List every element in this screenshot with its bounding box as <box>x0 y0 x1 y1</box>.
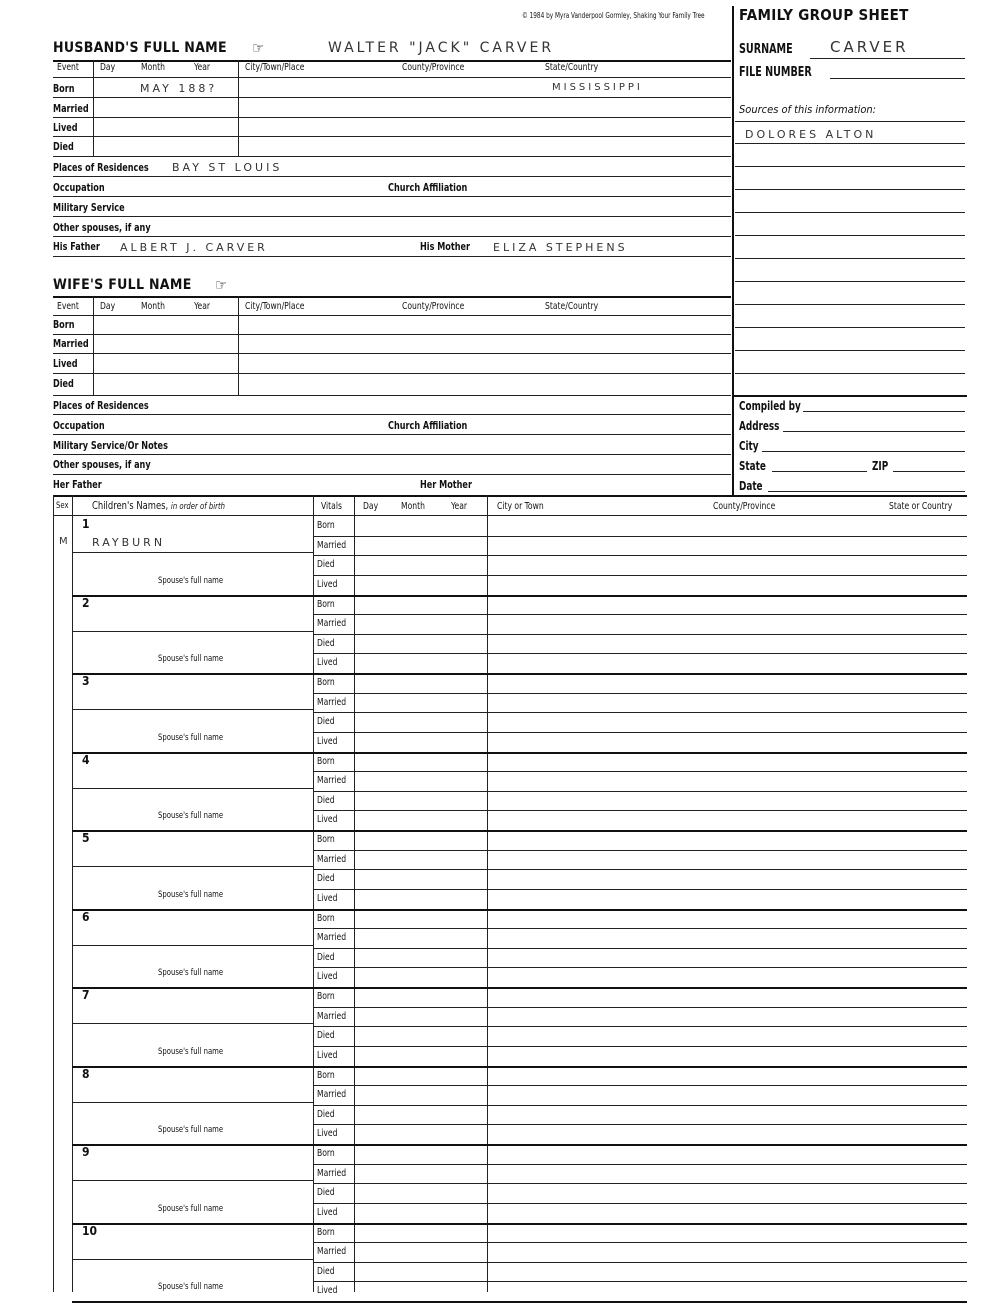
vital-label: Died <box>317 795 335 806</box>
spouse-label: Spouse's full name <box>158 811 224 821</box>
child-number: 6 <box>82 909 90 924</box>
city-label: City <box>739 439 759 453</box>
wife-occupation-line <box>53 434 731 435</box>
wife-residences-label: Places of Residences <box>53 399 149 412</box>
wife-event-lived: Lived <box>53 357 78 370</box>
file-number-label: FILE NUMBER <box>739 65 812 80</box>
vital-label: Died <box>317 638 335 649</box>
child-number: 4 <box>82 752 90 767</box>
sources-value: DOLORES ALTON <box>745 128 877 141</box>
husband-mother-value: ELIZA STEPHENS <box>493 241 628 254</box>
vital-row-line <box>313 575 967 576</box>
copyright-notice: © 1984 by Myra Vanderpool Gormley, Shaking Your Family Tree <box>522 11 705 20</box>
children-col-county: County/Province <box>713 501 776 512</box>
city-line <box>762 451 965 452</box>
child-number: 7 <box>82 988 90 1002</box>
husband-residences-value: BAY ST LOUIS <box>172 161 283 174</box>
wife-father-label: Her Father <box>53 478 102 491</box>
vital-label: Married <box>317 1089 347 1100</box>
vital-label: Lived <box>317 1285 338 1296</box>
vital-row-line <box>313 967 967 968</box>
vital-row-line <box>313 928 967 929</box>
vital-row-line <box>313 771 967 772</box>
vital-row-line <box>313 810 967 811</box>
date-line <box>768 491 965 492</box>
children-col-names-label: Children's Names, <box>92 499 169 512</box>
vital-label: Born <box>317 520 335 531</box>
child-name-divider <box>72 866 313 867</box>
vital-label: Married <box>317 1246 347 1257</box>
child-name-divider <box>72 631 313 632</box>
husband-born-month-year: MAY 188? <box>140 82 218 95</box>
husband-name-value: WALTER "JACK" CARVER <box>328 40 555 56</box>
husband-other-spouses-line <box>53 236 731 237</box>
vital-row-line <box>313 1262 967 1263</box>
child-name: RAYBURN <box>92 536 166 549</box>
children-col-names-note: in order of birth <box>170 502 226 512</box>
spouse-label: Spouse's full name <box>158 576 224 586</box>
state-line <box>772 471 867 472</box>
child-name-divider <box>72 1023 313 1024</box>
child-number: 2 <box>82 595 90 610</box>
spouse-label: Spouse's full name <box>158 1282 224 1292</box>
child-block-border <box>72 752 967 754</box>
husband-col-city: City/Town/Place <box>245 62 305 73</box>
children-col-sex: Sex <box>56 501 69 511</box>
vital-row-line <box>313 634 967 635</box>
husband-residences-label: Places of Residences <box>53 161 149 174</box>
vital-label: Died <box>317 952 335 963</box>
vital-row-line <box>313 732 967 733</box>
vital-row-line <box>313 1183 967 1184</box>
husband-military-label: Military Service <box>53 201 125 214</box>
vital-row-line <box>313 869 967 870</box>
husband-event-died: Died <box>53 140 74 153</box>
wife-occupation-label: Occupation <box>53 419 105 432</box>
wife-event-born: Born <box>53 318 75 331</box>
child-block-border <box>72 909 967 911</box>
vital-label: Lived <box>317 971 338 982</box>
vital-label: Born <box>317 677 335 688</box>
wife-church-label: Church Affiliation <box>388 419 468 432</box>
vital-row-line <box>313 1007 967 1008</box>
wife-other-spouses-label: Other spouses, if any <box>53 458 151 471</box>
vital-label: Lived <box>317 1050 338 1061</box>
vital-row-line <box>313 1281 967 1282</box>
wife-col-day: Day <box>100 301 116 312</box>
pointing-hand-icon: ☞ <box>252 39 265 57</box>
vital-label: Born <box>317 1070 335 1081</box>
child-name-divider <box>72 788 313 789</box>
husband-col-day: Day <box>100 62 116 73</box>
spouse-label: Spouse's full name <box>158 733 224 743</box>
zip-label: ZIP <box>872 459 889 473</box>
vital-label: Born <box>317 991 335 1002</box>
vital-row-line <box>313 1164 967 1165</box>
wife-other-spouses-line <box>53 474 731 475</box>
husband-header-line <box>53 77 731 78</box>
vital-label: Married <box>317 775 347 786</box>
spouse-label: Spouse's full name <box>158 968 224 978</box>
wife-col-county: County/Province <box>402 301 465 312</box>
child-name-divider <box>72 1180 313 1181</box>
vital-label: Lived <box>317 893 338 904</box>
vital-label: Born <box>317 834 335 845</box>
compiled-by-line <box>803 411 965 412</box>
wife-military-line <box>53 454 731 455</box>
husband-col-state: State/Country <box>545 62 599 73</box>
vital-row-line <box>313 948 967 949</box>
husband-mother-label: His Mother <box>420 240 471 253</box>
husband-church-label: Church Affiliation <box>388 181 468 194</box>
wife-residences-line <box>53 414 731 415</box>
vital-label: Born <box>317 913 335 924</box>
child-number: 1 <box>82 517 90 531</box>
vital-label: Died <box>317 1187 335 1198</box>
children-header-line <box>53 515 967 516</box>
sheet-title: FAMILY GROUP SHEET <box>739 6 909 24</box>
vital-label: Lived <box>317 814 338 825</box>
vital-row-line <box>313 653 967 654</box>
vital-row-line <box>313 1026 967 1027</box>
vital-row-line <box>313 712 967 713</box>
husband-col-year: Year <box>194 62 211 73</box>
spouse-label: Spouse's full name <box>158 1204 224 1214</box>
vital-label: Born <box>317 1227 335 1238</box>
vital-label: Lived <box>317 657 338 668</box>
children-col-year: Year <box>451 501 468 512</box>
wife-col-event: Event <box>57 301 79 312</box>
husband-born-state: MISSISSIPPI <box>552 82 643 93</box>
vital-label: Lived <box>317 1207 338 1218</box>
husband-heading: HUSBAND'S FULL NAME <box>53 40 227 56</box>
child-name-divider <box>72 1102 313 1103</box>
child-name-divider <box>72 709 313 710</box>
husband-other-spouses-label: Other spouses, if any <box>53 221 151 234</box>
surname-label: SURNAME <box>739 42 793 57</box>
wife-event-died: Died <box>53 377 74 390</box>
vital-label: Born <box>317 1148 335 1159</box>
right-panel-divider <box>732 6 734 496</box>
vital-row-line <box>313 1124 967 1125</box>
vital-label: Married <box>317 540 347 551</box>
vital-row-line <box>313 850 967 851</box>
wife-col-year: Year <box>194 301 211 312</box>
date-label: Date <box>739 479 763 493</box>
vital-label: Died <box>317 1030 335 1041</box>
vital-row-line <box>313 1046 967 1047</box>
husband-parents-line <box>53 256 731 257</box>
child-name-divider <box>72 552 313 553</box>
vital-label: Married <box>317 697 347 708</box>
husband-event-lived: Lived <box>53 121 78 134</box>
wife-mother-label: Her Mother <box>420 478 472 491</box>
vital-row-line <box>313 614 967 615</box>
child-name-divider <box>72 1259 313 1260</box>
vital-label: Lived <box>317 736 338 747</box>
vital-label: Died <box>317 1109 335 1120</box>
child-number: 8 <box>82 1066 90 1081</box>
children-col-month: Month <box>401 501 425 512</box>
address-line <box>783 431 965 432</box>
husband-col-county: County/Province <box>402 62 465 73</box>
vital-row-line <box>313 536 967 537</box>
vital-label: Born <box>317 599 335 610</box>
children-col-state: State or Country <box>889 501 953 512</box>
vital-row-line <box>313 1105 967 1106</box>
child-number: 3 <box>82 674 90 688</box>
vital-label: Died <box>317 559 335 570</box>
spouse-label: Spouse's full name <box>158 654 224 664</box>
address-label: Address <box>739 419 780 433</box>
husband-occupation-label: Occupation <box>53 181 105 194</box>
vital-row-line <box>313 1085 967 1086</box>
children-col-vitals: Vitals <box>321 501 342 512</box>
file-number-line <box>830 78 965 79</box>
wife-event-married: Married <box>53 337 89 350</box>
wife-col-city: City/Town/Place <box>245 301 305 312</box>
children-col-city: City or Town <box>497 501 544 512</box>
compiled-by-label: Compiled by <box>739 399 801 413</box>
child-number: 5 <box>82 831 90 845</box>
sources-label: Sources of this information: <box>739 103 877 116</box>
wife-col-month: Month <box>141 301 165 312</box>
vital-row-line <box>313 1242 967 1243</box>
child-block-border <box>72 1066 967 1068</box>
vital-row-line <box>313 889 967 890</box>
surname-value: CARVER <box>830 38 909 56</box>
vital-label: Lived <box>317 1128 338 1139</box>
spouse-label: Spouse's full name <box>158 1125 224 1135</box>
husband-residences-line <box>53 176 731 177</box>
child-block-border <box>72 673 967 675</box>
child-block-border <box>72 830 967 832</box>
compiled-divider <box>733 395 967 397</box>
vital-row-line <box>313 1203 967 1204</box>
wife-name-line <box>53 296 731 298</box>
child-block-border <box>72 595 967 597</box>
husband-father-label: His Father <box>53 240 100 253</box>
husband-father-value: ALBERT J. CARVER <box>120 241 268 254</box>
vital-row-line <box>313 791 967 792</box>
children-col-day: Day <box>363 501 379 512</box>
spouse-label: Spouse's full name <box>158 1047 224 1057</box>
husband-col-event: Event <box>57 62 79 73</box>
child-number: 10 <box>82 1223 98 1238</box>
state-label: State <box>739 459 766 473</box>
child-block-border <box>72 1144 967 1146</box>
vital-label: Married <box>317 932 347 943</box>
child-block-border <box>72 987 967 989</box>
vital-label: Lived <box>317 579 338 590</box>
child-number: 9 <box>82 1145 90 1159</box>
vital-label: Married <box>317 1011 347 1022</box>
vital-label: Married <box>317 854 347 865</box>
vital-label: Married <box>317 618 347 629</box>
husband-military-line <box>53 216 731 217</box>
children-left-border <box>53 495 54 1292</box>
husband-occupation-line <box>53 196 731 197</box>
spouse-label: Spouse's full name <box>158 890 224 900</box>
wife-header-line <box>53 315 731 316</box>
children-top-border <box>53 495 967 497</box>
wife-military-label: Military Service/Or Notes <box>53 439 168 452</box>
wife-heading: WIFE'S FULL NAME <box>53 277 192 293</box>
child-block-border <box>72 1223 967 1225</box>
husband-event-born: Born <box>53 82 75 95</box>
child-sex: M <box>59 536 68 547</box>
husband-col-month: Month <box>141 62 165 73</box>
child-name-divider <box>72 945 313 946</box>
vital-row-line <box>313 693 967 694</box>
vital-label: Died <box>317 873 335 884</box>
vital-row-line <box>313 555 967 556</box>
vital-label: Died <box>317 1266 335 1277</box>
pointing-hand-icon: ☞ <box>215 276 228 294</box>
husband-event-married: Married <box>53 102 89 115</box>
zip-line <box>893 471 965 472</box>
children-sex-divider <box>72 495 73 1292</box>
vital-label: Married <box>317 1168 347 1179</box>
wife-col-state: State/Country <box>545 301 599 312</box>
surname-line <box>810 58 965 59</box>
children-col-names <box>92 499 225 512</box>
vital-label: Died <box>317 716 335 727</box>
vital-label: Born <box>317 756 335 767</box>
